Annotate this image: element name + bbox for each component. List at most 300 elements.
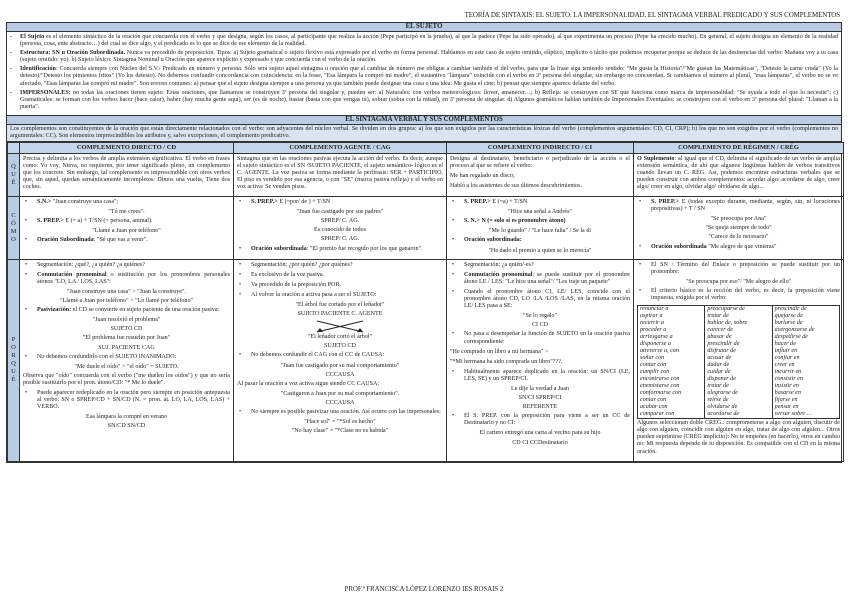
bullet-icon: • (639, 261, 642, 268)
bullet-item (637, 262, 840, 276)
verb-item: influir en (774, 348, 798, 355)
verb-item: basarse en (774, 390, 801, 397)
verb-item: cumplir con (640, 369, 670, 376)
bullet-item (450, 331, 630, 345)
bullet-lead: S. PREP.> (464, 199, 491, 206)
verb-item: acordarse de (707, 411, 740, 418)
bullet-item (450, 237, 630, 244)
bullet-body: Segmentación: ¿qué?, ¿a quién? ¿a quiénes? (37, 261, 145, 268)
paragraph-body: "Se preocupa por Ana" (710, 216, 767, 223)
paragraph-body: Precisa y delimita a los verbos de amplia extensión significativa. El verbo en frases como: Yo voy, Nieva, no requieren, por tener significado pleno, un complemento que los concrete. Sin embargo, tal complemento es imprescindible con otros verbos que, sin aquel, quedan semánticamente incompletos: Dimos una vuelta, Tiene dos coches. (23, 155, 230, 190)
bullet-icon: • (25, 199, 28, 206)
verb-item: atreverse a, con (640, 348, 679, 355)
bullet-lead: Conmutación pronominal (37, 271, 107, 278)
paragraph-body: "Se lo regalo" (522, 313, 558, 320)
bullet-body: : se puede sustituir por el pronombre átono LE / LES: "Le hice una señal"/ "Les traje un paquete" (464, 271, 630, 285)
verb-item: fijarse en (774, 397, 798, 404)
verb-item: preocuparse de (707, 306, 745, 313)
verb-item: renunciar a (640, 306, 669, 313)
sujeto-item-body: es el elemento sintáctico de la oración que concuerda con el verbo y que designa, según los casos, al participante que realiza la acción (Pepe participó en la prueba), al que la padece (Pepe ha sido operado), al que experimenta un proceso (Pepe ha crecido mucho). En general, el sujeto designa un elemento de la realidad (persona, cosa, ente abstracto…) del cual se dice algo, y el predicado es lo que se dice de ese elemento de la realidad. (20, 34, 838, 48)
verb-column (705, 306, 772, 418)
bullet-lead: Oración subordinada: (464, 237, 522, 244)
verb-column (638, 306, 705, 418)
bullet-text (251, 409, 443, 416)
paragraph-body: "El leñador cortó el árbol" (307, 334, 373, 341)
table-cell (634, 259, 844, 461)
sujeto-item-text (20, 90, 838, 111)
paragraph-body: "Llamé a Juan por teléfono" > "Lo llamé por teléfono" (59, 298, 194, 305)
bullet-item (637, 288, 840, 302)
example-line (23, 228, 230, 235)
example-line (23, 414, 230, 421)
paragraph (450, 156, 630, 170)
bullet-body: No pasa a desempeñar la función de SUJETO en la oración pasiva correspondiente: (464, 331, 630, 345)
bullet-lead: S. PREP.> (37, 218, 64, 225)
table-header-row (8, 143, 844, 154)
bullet-item (237, 352, 443, 359)
verb-item: tratar de (707, 313, 729, 320)
example-line (637, 225, 840, 232)
bullet-text (37, 237, 230, 244)
bullet-lead: S. N.> N (= solo si es pronombre átono) (464, 218, 566, 225)
paragraph (637, 420, 840, 455)
paragraph (450, 173, 630, 180)
verb-item: cuidar de (707, 369, 731, 376)
verb-item: hacer de (774, 341, 796, 348)
paragraph-body: "*Mi hermana ha sido comprada un libro"???. (450, 358, 563, 365)
sujeto-item-lead: IMPERSONALES: (20, 89, 71, 96)
paragraph-body: Habló a los asistentes de sus últimos descubrimientos. (450, 182, 583, 189)
bullet-lead: S. PREP.> (251, 199, 278, 206)
dash-bullet-icon: - (10, 89, 13, 96)
example-line (237, 334, 443, 341)
paragraph (237, 381, 443, 388)
sv-intro: Los complementos son constituyentes de la oración que están directamente relacionados con el verbo: son adyacentes del núcleo verbal. Se dividen en dos grupos: a) los que son exigidos por las características léxicas del verbo (complementos argumentales: CD, CI, CRP); b) los que no son exigidos por el verbo (complementos no argumentales: CC). Son elementos imprescindibles los atributos y, salvo excepciones, el complemento predicativo. (7, 125, 841, 142)
example-line (23, 317, 230, 324)
row-label-cell (8, 197, 20, 260)
verb-item: proceder a (640, 327, 667, 334)
verb-item: enemistarse con (640, 383, 680, 390)
bullet-lead: Oración Subordinada (37, 237, 94, 244)
bullet-body: Es exclusivo de la voz pasiva. (251, 271, 325, 278)
bullet-body: El SN / Término del Enlace o preposición se puede sustituir por un pronombre: (651, 261, 840, 275)
table-cell (20, 153, 234, 196)
paragraph-body: "Llamé a Juan por teléfono" (92, 228, 161, 235)
example-line (237, 343, 443, 350)
bullet-body: El criterio básico es la rección del verbo, es decir, la preposición viene impuesta, exigida por el verbo: (651, 287, 840, 302)
bullet-body: Al volver la oración a activa pasa a ser el SUJETO: (251, 291, 377, 298)
paragraph-body: Al pasar la oración a voz activa sigue siendo CC CAUSA: (237, 380, 380, 387)
bullet-icon: • (639, 287, 642, 294)
verb-item: disponerse a (640, 341, 671, 348)
bullet-text (464, 331, 630, 345)
verb-item: abusar de (707, 334, 732, 341)
bullet-icon: • (452, 368, 455, 375)
bullet-icon: • (25, 389, 28, 396)
sujeto-item (10, 34, 838, 48)
bullet-lead: Oración subordinada (251, 245, 307, 252)
bullet-icon: • (639, 199, 642, 206)
bullet-body: E (todas excepto durante, mediante, según, sin, ni locuciones prepositivas) + T / SN (651, 199, 840, 213)
bullet-icon: • (452, 331, 455, 338)
example-line (450, 313, 630, 320)
table-row (8, 197, 844, 260)
example-line (237, 419, 443, 426)
bullet-body: E (=a) + T/SN (490, 199, 528, 206)
paragraph (450, 359, 630, 366)
sujeto-item-text (20, 66, 838, 87)
example-line (450, 228, 630, 235)
paragraph-body: "Juan resolvió el problema" (92, 317, 161, 324)
bullet-item (450, 272, 630, 286)
bullet-item (23, 354, 230, 361)
bullet-body: : "Sé que vas a venir". (93, 237, 148, 244)
bullet-item (237, 272, 443, 279)
table-cell (634, 153, 844, 196)
table-row (8, 259, 844, 461)
bullet-text (37, 272, 230, 286)
bullet-icon: • (452, 199, 455, 206)
verb-item: despedirse de (774, 334, 808, 341)
verb-item: avergonzarse de (774, 327, 815, 334)
bullet-item (23, 390, 230, 411)
verb-preposition-table (637, 305, 840, 419)
verb-item: acabar con (640, 404, 668, 411)
table-cell (20, 197, 234, 260)
document-title: TEORÍA DE SINTAXIS: EL SUJETO. LA IMPERSONALIDAD. EL SINTAGMA VERBAL PREDICADO Y SUS COMPLEMENTOS (464, 11, 840, 19)
paragraph (637, 156, 840, 191)
bullet-text (251, 272, 443, 279)
row-label: POR QUÉ (11, 336, 16, 384)
bullet-icon: • (452, 237, 455, 244)
bullet-body: "Me alegro de que vinieras" (706, 243, 777, 250)
row-label: CÓMO (10, 211, 17, 243)
bullet-lead: Conmutación pronominal (464, 271, 533, 278)
example-line (23, 209, 230, 216)
bullet-body: El S. PREP. con la preposición para viene a ser un CC de Destinatario y no CI: (464, 413, 630, 427)
row-label: QUÉ (11, 162, 16, 186)
paragraph-body: "Se preocupa por eso"/ "Me alegro de ello" (685, 278, 792, 285)
bullet-item (450, 199, 630, 206)
example-line (450, 248, 630, 255)
example-line (450, 209, 630, 216)
verb-item: prescindir de (774, 306, 807, 313)
bullet-body: No debemos confundir el CAG con el CC de CAUSA: (251, 352, 385, 359)
bullet-icon: • (239, 408, 242, 415)
paragraph-body: "He dado el premio a quien se lo merecía" (488, 247, 592, 254)
bullet-text (464, 272, 630, 286)
table-row (8, 153, 844, 196)
bullet-text (651, 288, 840, 302)
bullet-icon: • (239, 352, 242, 359)
example-line (637, 279, 840, 286)
paragraph-body: "Tú me crees". (108, 209, 145, 216)
verb-item: disfrutar de (707, 348, 736, 355)
sujeto-item-body: : Concuerda siempre con Núcleo del S.V./ Predicado en número y persona. Sólo será sujeto aquel sintagma u oración que al cambiar de número me obligue a cambiar también el del verbo, para que la frase siga teniendo sentido: "Me gusta la Historia"/"Me gustan las Matemáticas", "Detesto la carne cruda" (Yo la detesto)/"Detesto los pimientos fritos" (Yo los detesto). No debemos confundir concordancia con coincidencia: en la frase, "Esa lámpara la compró mi madre", el sustantivo "lámpara" coincide con el verbo en 3ª persona del singular, sin embargo no concuerdan. Si cambiamos el número al plural, "esas lámparas", el verbo no se ve afectado, "Esas lámparas las compró mi madre". Son errores comunes: a) pensar que el sujeto designa siempre a una persona ya que también puede designar una cosa o una idea: Me gusta el cine; b) pensar que siempre aparece delante del verbo. (20, 66, 838, 87)
sujeto-item-lead: El Sujeto (20, 34, 45, 40)
row-label-cell (8, 153, 20, 196)
paragraph (23, 156, 230, 191)
paragraph-body: "Me lo guardo" / "Le hace falta" / Se la di (489, 228, 591, 235)
example-line (450, 322, 630, 329)
bullet-item (237, 262, 443, 269)
bullet-body: Habitualmente aparece duplicado en la oración: un SN/CI (LE, LES, SE) y un SPREP/CI. (464, 368, 630, 382)
bullet-text (651, 262, 840, 276)
bullet-lead: S.N.> (37, 199, 52, 206)
example-line (237, 372, 443, 379)
paragraph-body: Observa que "oído" concuerda con el verbo ("me duelen los oídos") y que no sería posible sustituirlo por el pron. átono/CD: "* Me lo duele". (23, 372, 230, 386)
paragraph-body: "Juan fue castigado por sus padres" (296, 209, 384, 216)
complements-table (7, 142, 844, 461)
bullet-text (464, 237, 630, 244)
dash-bullet-icon: - (10, 50, 13, 57)
example-line (450, 430, 630, 437)
verb-item: arriesgarse a (640, 334, 673, 341)
bullet-body: No debemos confundirlo con el SUJETO INANIMADO: (37, 353, 177, 360)
sv-heading: EL SINTAGMA VERBAL Y SUS COMPLEMENTOS (7, 115, 841, 125)
sujeto-item-body: Nunca va precedido de preposición. Tipos: a) Sujeto gramatical o sujeto flexivo está expresado por el verbo en forma personal. Hablamos en este caso de sujeto omitido, elíptico, implícito o tácito que podemos recuperar porque se deduce de las desinencias del verbo: Mañana voy a tu casa (sujeto omitido: yo). b) Sujeto léxico: Sintagma Nominal u Oración que aparece explícito y expresado y que concuerda con el verbo de la oración. (20, 50, 838, 64)
bullet-icon: • (25, 218, 28, 225)
bullet-icon: • (239, 199, 242, 206)
sujeto-item (10, 66, 838, 87)
bullet-text (37, 262, 230, 269)
paragraph-body: CCCAUSA (325, 371, 355, 378)
example-line (237, 218, 443, 225)
bullet-item (23, 307, 230, 314)
bullet-text (251, 292, 443, 299)
example-line (637, 234, 840, 241)
paragraph-body: Me han regalado un disco; (450, 172, 515, 179)
example-line (23, 335, 230, 342)
bullet-item (450, 218, 630, 225)
example-line (450, 395, 630, 402)
paragraph-body: "Me duele el oído" > "el oído" = SUJETO. (74, 363, 179, 370)
sujeto-item-text (20, 50, 838, 64)
verb-item: burlarse de (774, 320, 803, 327)
paragraph-body: CCCAUSA (325, 399, 355, 406)
paragraph-body: SPREP/ C. AG. (320, 218, 360, 225)
bullet-text (251, 246, 443, 253)
paragraph-body: "El problema fue resuelto por Juan" (82, 335, 171, 342)
column-header: COMPLEMENTO DIRECTO / CD (20, 143, 234, 154)
column-header: COMPLEMENTO AGENTE / CAG (234, 143, 447, 154)
bullet-item (237, 246, 443, 253)
verb-item: conformarse con (640, 390, 682, 397)
verb-item: versar sobre … (774, 411, 813, 418)
example-line (450, 386, 630, 393)
verb-item: insistir en (774, 383, 799, 390)
table-cell (234, 153, 447, 196)
bullet-body: "Juan construye una casa"; (51, 199, 119, 206)
paragraph-body: SUJETO PACIENTE C. AGENTE (297, 311, 383, 318)
example-line (237, 209, 443, 216)
example-line (23, 298, 230, 305)
bullet-icon: • (25, 307, 28, 314)
bullet-item (23, 199, 230, 206)
verb-item: creer en (774, 362, 795, 369)
bullet-body: E (=por/ de ) + T/SN (277, 199, 331, 206)
example-line (23, 364, 230, 371)
bullet-text (251, 262, 443, 269)
verb-item: olvidarse de (707, 404, 738, 411)
example-line (23, 423, 230, 430)
bullet-text (37, 390, 230, 411)
bullet-icon: • (25, 271, 28, 278)
paragraph-body: Esa lámpara la compré en verano (85, 414, 168, 421)
paragraph-body: SN/CD SN/CD (107, 423, 146, 430)
table-cell (634, 197, 844, 260)
example-line (237, 311, 443, 318)
bullet-text (464, 413, 630, 427)
example-line (237, 400, 443, 407)
sujeto-item (10, 90, 838, 111)
bullet-body: E (= a) + T/SN (= persona, animal). (63, 218, 153, 225)
verb-item: incurrir en (774, 369, 802, 376)
paragraph-body: SUJETO CD (110, 326, 143, 333)
bullet-text (464, 262, 630, 269)
verb-item: contar con (640, 397, 667, 404)
dash-bullet-icon: - (10, 34, 13, 40)
paragraph-body: Designa al destinatario, beneficiario o perjudicado de la acción o el proceso al que se refiere el verbo: (450, 155, 630, 169)
paragraph (237, 156, 443, 191)
paragraph-body: Es conocido de todos (314, 227, 366, 234)
paragraph-body: "He comprado un libro a mi hermana" > (450, 348, 549, 355)
example-line (237, 302, 443, 309)
bullet-item (23, 237, 230, 244)
column-header: COMPLEMENTO DE RÉGIMEN / CRÉG (634, 143, 844, 154)
bullet-body: Cuando el pronombre átono CI, LE/ LES, coincide con el pronombre átono CD, LO /LA /LOS /LAS, en la misma oración LE/ LES pasa a SE: (464, 288, 630, 310)
dash-bullet-icon: - (10, 66, 13, 73)
bullet-body: Segmentación: ¿por quién? ¿por quiénes? (251, 261, 353, 268)
verb-item: hablar de, sobre (707, 320, 748, 327)
bullet-text (251, 199, 443, 206)
bullet-item (23, 262, 230, 269)
sujeto-item-lead: Identificación (20, 66, 56, 73)
paragraph-body: "Carece de lo necesario" (708, 234, 769, 241)
verb-column (773, 306, 839, 418)
bullet-lead: Oración subordinada (651, 243, 707, 250)
verb-item: reírse de (707, 397, 729, 404)
cross-arrows-icon (295, 320, 385, 334)
verb-item: comparar con (640, 411, 675, 418)
verb-item: encontrarse con (640, 376, 680, 383)
table-cell (447, 153, 634, 196)
verb-item: carecer de (707, 327, 733, 334)
bullet-text (37, 199, 230, 206)
paragraph-lead: O Suplemento (637, 155, 675, 162)
paragraph-body: SPREP/ C. AG. (320, 236, 360, 243)
verb-item: recurrir a (640, 320, 664, 327)
sujeto-item-lead: Estructura: SN u Oración Subordinada. (20, 50, 126, 57)
bullet-item (237, 409, 443, 416)
verb-item: tratar de (707, 383, 729, 390)
bullet-icon: • (452, 288, 455, 295)
bullet-icon: • (25, 261, 28, 268)
paragraph-body: : al igual que el CD, delimita el significado de un verbo de amplia extensión semántica, de ahí que algunos lingüistas hablen de verbos transitivos cuando llevan un C. RÉG. Así, podemos encontrar estructuras verbales que se pueden construir con ambos complementos: acordar algo/ acordarse de algo, creer algo/ creer en algo, olvidar algo/ olvidarse de algo... (637, 155, 841, 190)
example-line (23, 345, 230, 352)
table-cell (447, 259, 634, 461)
bullet-body: el CD se convierte en sujeto paciente de una oración pasiva: (71, 307, 220, 314)
footer-author: PROF.ª FRANCISCA LÓPEZ LORENZO IES ROSAIS 2 (344, 586, 504, 593)
bullet-text (651, 244, 840, 251)
bullet-text (464, 369, 630, 383)
bullet-icon: • (239, 291, 242, 298)
bullet-item (637, 199, 840, 213)
bullet-lead: Pasivización: (37, 307, 72, 314)
bullet-icon: • (25, 353, 28, 360)
theory-sheet (6, 22, 842, 463)
table-cell (447, 197, 634, 260)
paragraph-body: SN/CI SPREP/CI (518, 395, 562, 402)
verb-item: acusar de (707, 355, 732, 362)
bullet-item (450, 369, 630, 383)
paragraph (450, 183, 630, 190)
bullet-item (637, 244, 840, 251)
bullet-item (450, 289, 630, 310)
bullet-text (251, 352, 443, 359)
corner-cell (8, 143, 20, 154)
bullet-icon: • (239, 245, 242, 252)
example-line (237, 227, 443, 234)
example-line (450, 440, 630, 447)
sujeto-item-text (20, 34, 838, 48)
example-line (23, 326, 230, 333)
sujeto-item-body: no todas las oraciones tienen sujeto. Estas oraciones, que llamamos se construyen 3ª persona del singular y, pueden ser: a) Naturales: con verbos meteorológicos: llover, amanecer…; b) Refleja: se construyen con SE que funciona como marca de impersonalidad: "Se ayuda a todo el que lo necesite"; c) Gramaticales: se forman con los verbos hacer (hace calor), haber (hay mucha gente aquí), ser (es de noche), bastar (basta con que vengas tú), sobrar (sobra con la mitad), en 3ª persona de singular. d) Algunos gramáticos hablan también de Impersonales Eventuales: se construyen con el verbo en 3ª persona del plural: "Llaman a la puerta". (20, 89, 838, 110)
row-label-cell (8, 259, 20, 461)
bullet-icon: • (452, 218, 455, 225)
example-line (237, 391, 443, 398)
paragraph-body: "Juan construye una casa" > "Juan la construye". (67, 288, 186, 295)
bullet-text (37, 218, 230, 225)
bullet-icon: • (239, 281, 242, 288)
bullet-item (237, 282, 443, 289)
column-header: COMPLEMENTO INDIRECTO / CI (447, 143, 634, 154)
bullet-text (651, 199, 840, 213)
example-line (237, 428, 443, 435)
bullet-item (450, 413, 630, 427)
bullet-icon: • (452, 413, 455, 420)
paragraph-body: "No hay clase" = "*Clase no es habida" (291, 428, 389, 435)
bullet-body: Va precedido de la preposición POR. (251, 281, 342, 288)
bullet-item (23, 272, 230, 286)
paragraph (450, 349, 630, 356)
bullet-body: : "El premio fue recogido por los que ganaron". (306, 245, 423, 252)
paragraph-body: El cartero entregó una carta al vecino para su hijo (479, 430, 601, 437)
bullet-icon: • (452, 261, 455, 268)
bullet-icon: • (452, 271, 455, 278)
paragraph-body: Algunos seleccionan doble CRÉG.: comprometerse a algo con alguien, discutir de algo con alguien, coincidir con alguien en algo, tratar de algo con alguien... Otros pueden suprimirse (CRÉG implícito): No te empeñes (en hacerlo), otros en cambio no: Mi respuesta depende de tu disposición. Es compatible con el CD en la misma oración. (637, 420, 840, 455)
paragraph-body: "Hice una señal a Andrés" (508, 209, 572, 216)
bullet-item (450, 262, 630, 269)
verb-item: consistir en (774, 376, 803, 383)
paragraph-body: REFERENTE (522, 404, 558, 411)
paragraph-body: Le dije la verdad a Juan (510, 385, 570, 392)
example-line (23, 289, 230, 296)
bullet-item (237, 292, 443, 299)
bullet-text (464, 218, 630, 225)
sujeto-item (10, 50, 838, 64)
paragraph-body: "Juan fue castigado por su mal comportamiento" (280, 362, 400, 369)
bullet-icon: • (25, 237, 28, 244)
table-cell (234, 197, 447, 260)
paragraph-body: "Se queja siempre de todo" (705, 225, 772, 232)
example-line (637, 216, 840, 223)
paragraph-body: "Castigaron a Juan por su mal comportamiento". (280, 390, 400, 397)
bullet-icon: • (239, 271, 242, 278)
paragraph-body: Sintagma que en las oraciones pasivas ejecuta la acción del verbo. Es decir, aunque el sujeto sintáctico es el SN /SUJETO PACIENTE, el sujeto semántico- lógico es el C. AGENTE. La voz pasiva se forma mediante la perífrasis: SER + PARTICIPIO, El piso es vendido por esa agencia, o con "SE" (marca pasiva refleja) y el verbo en voz activa: Se venden pisos. (237, 155, 443, 190)
bullet-item (237, 199, 443, 206)
verb-item: aspirar a (640, 313, 663, 320)
